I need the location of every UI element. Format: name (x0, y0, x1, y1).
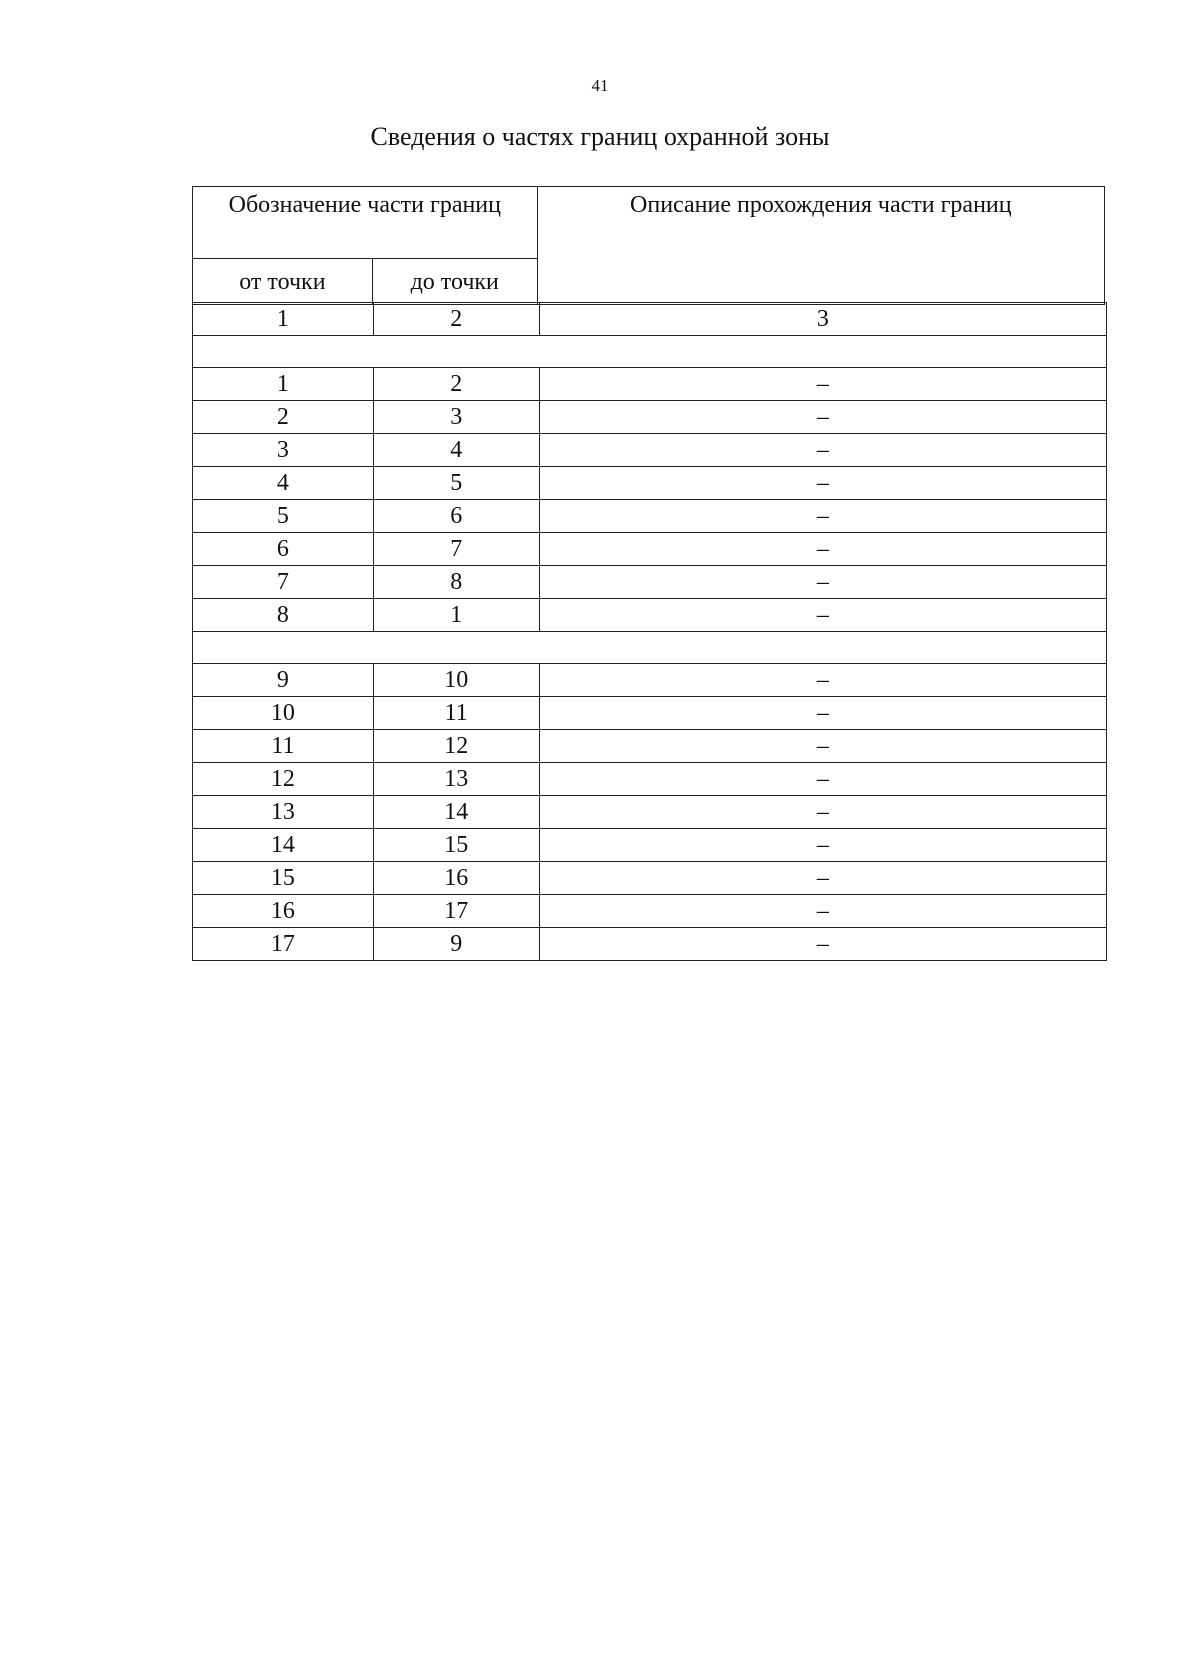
table-row (193, 434, 1107, 467)
from-point-cell: 10 (193, 697, 374, 730)
description-cell: – (539, 829, 1106, 862)
from-point-cell: 7 (193, 566, 374, 599)
to-point-cell: 12 (373, 730, 539, 763)
table-row (193, 664, 1107, 697)
table-row (193, 533, 1107, 566)
to-point-cell: 7 (373, 533, 539, 566)
header-to-point: до точки (372, 259, 537, 305)
table-row (193, 928, 1107, 961)
to-point-cell: 14 (373, 796, 539, 829)
table-row (193, 566, 1107, 599)
to-point-cell: 13 (373, 763, 539, 796)
section-header-row (193, 336, 1107, 368)
to-point-cell: 6 (373, 500, 539, 533)
from-point-cell: 15 (193, 862, 374, 895)
description-cell: – (539, 796, 1106, 829)
description-cell: – (539, 895, 1106, 928)
table-row (193, 500, 1107, 533)
column-number: 1 (193, 303, 374, 336)
column-number-row (193, 303, 1107, 336)
to-point-cell: 17 (373, 895, 539, 928)
description-cell: – (539, 500, 1106, 533)
description-cell: – (539, 664, 1106, 697)
to-point-cell: 4 (373, 434, 539, 467)
table-row (193, 467, 1107, 500)
description-cell: – (539, 566, 1106, 599)
header-boundary-description: Описание прохождения части границ (537, 187, 1104, 305)
from-point-cell: 9 (193, 664, 374, 697)
description-cell: – (539, 763, 1106, 796)
to-point-cell: 11 (373, 697, 539, 730)
table-header (192, 186, 1105, 305)
from-point-cell: 1 (193, 368, 374, 401)
description-cell: – (539, 599, 1106, 632)
from-point-cell: 17 (193, 928, 374, 961)
description-cell: – (539, 401, 1106, 434)
table-row (193, 895, 1107, 928)
from-point-cell: 13 (193, 796, 374, 829)
description-cell: – (539, 533, 1106, 566)
header-boundary-designation: Обозначение части границ (193, 187, 538, 259)
from-point-cell: 8 (193, 599, 374, 632)
section-header-cell (193, 336, 1107, 368)
section-header-cell (193, 632, 1107, 664)
boundary-table (192, 302, 1107, 961)
from-point-cell: 16 (193, 895, 374, 928)
to-point-cell: 5 (373, 467, 539, 500)
from-point-cell: 2 (193, 401, 374, 434)
to-point-cell: 3 (373, 401, 539, 434)
to-point-cell: 1 (373, 599, 539, 632)
table-row (193, 599, 1107, 632)
description-cell: – (539, 368, 1106, 401)
description-cell: – (539, 697, 1106, 730)
to-point-cell: 16 (373, 862, 539, 895)
description-cell: – (539, 928, 1106, 961)
description-cell: – (539, 862, 1106, 895)
from-point-cell: 6 (193, 533, 374, 566)
to-point-cell: 10 (373, 664, 539, 697)
table-row (193, 796, 1107, 829)
column-number: 3 (539, 303, 1106, 336)
from-point-cell: 3 (193, 434, 374, 467)
to-point-cell: 15 (373, 829, 539, 862)
table-row (193, 862, 1107, 895)
header-from-point: от точки (193, 259, 373, 305)
page-title: Сведения о частях границ охранной зоны (370, 122, 830, 151)
from-point-cell: 12 (193, 763, 374, 796)
to-point-cell: 8 (373, 566, 539, 599)
from-point-cell: 11 (193, 730, 374, 763)
from-point-cell: 5 (193, 500, 374, 533)
description-cell: – (539, 434, 1106, 467)
from-point-cell: 4 (193, 467, 374, 500)
column-number: 2 (373, 303, 539, 336)
table-row (193, 368, 1107, 401)
table-row (193, 730, 1107, 763)
to-point-cell: 2 (373, 368, 539, 401)
to-point-cell: 9 (373, 928, 539, 961)
description-cell: – (539, 730, 1106, 763)
description-cell: – (539, 467, 1106, 500)
table-row (193, 829, 1107, 862)
table-row (193, 697, 1107, 730)
from-point-cell: 14 (193, 829, 374, 862)
table-row (193, 401, 1107, 434)
section-header-row (193, 632, 1107, 664)
page-number: 41 (591, 76, 609, 95)
table-row (193, 763, 1107, 796)
